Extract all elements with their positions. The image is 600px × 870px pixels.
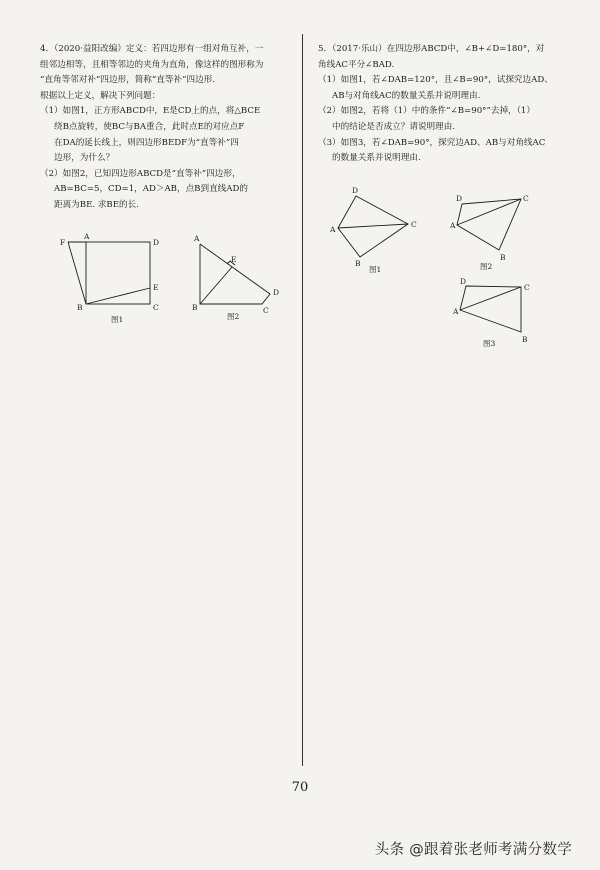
- fig1-label-f: F: [60, 238, 66, 247]
- p5fig1-label-b: B: [355, 259, 361, 268]
- problem-5-line: 5．（2017·乐山）在四边形ABCD中，∠B+∠D=180°，对: [318, 44, 545, 54]
- p5fig1-caption: 图1: [369, 265, 382, 274]
- problem-4-line: 绕B点旋转，使BC与BA重合，此时点E的对应点F: [54, 121, 245, 132]
- fig2-caption: 图2: [227, 312, 240, 321]
- page-number: 70: [291, 780, 309, 795]
- problem-5: [318, 42, 568, 167]
- problem-4-line: （2）如图2，已知四边形ABCD是“直等补”四边形，: [40, 168, 241, 179]
- problem-5-line: 角线AC平分∠BAD.: [318, 59, 395, 70]
- problem-4-line: 组邻边相等，且相等邻边的夹角为直角，像这样的图形称为: [40, 59, 264, 70]
- p5fig3-label-d: D: [460, 277, 467, 286]
- fig2-label-c: C: [263, 306, 269, 315]
- fig2-label-a: A: [194, 234, 200, 243]
- p5fig2-label-a: A: [450, 221, 456, 230]
- problem-4-line: （1）如图1，正方形ABCD中，E是CD上的点，将△BCE: [40, 106, 261, 117]
- fig2-label-b: B: [192, 303, 198, 312]
- figure-2-quad: [200, 244, 270, 304]
- fig1-label-c: C: [153, 303, 159, 312]
- fig2-label-e: E: [231, 255, 237, 264]
- fig2-label-d: D: [273, 288, 280, 297]
- p5fig1-label-d: D: [352, 186, 359, 195]
- p5fig1-label-a: A: [330, 225, 336, 234]
- problem-5-line: （1）如图1，若∠DAB=120°，且∠B=90°，试探究边AD、: [318, 75, 553, 86]
- fig1-label-e: E: [153, 283, 159, 292]
- figure-3-quad: [460, 286, 521, 332]
- p5fig2-label-c: C: [523, 194, 529, 203]
- p5fig2-caption: 图2: [480, 262, 493, 271]
- figure-2-quad: [457, 199, 521, 250]
- fig1-caption: 图1: [111, 315, 124, 324]
- problem-4-figures: [55, 230, 285, 330]
- fig1-label-a: A: [84, 232, 90, 241]
- problem-5-line: 中的结论是否成立？请说明理由.: [332, 121, 456, 132]
- fig1-label-b: B: [77, 303, 83, 312]
- p5fig2-label-d: D: [456, 194, 463, 203]
- problem-5-line: 的数量关系并说明理由.: [332, 153, 421, 164]
- watermark: 头条 @跟着张老师考满分数学: [374, 842, 572, 858]
- figure-1-kite: [338, 196, 408, 257]
- problem-4-line: AB=BC=5，CD=1，AD＞AB，点B到直线AD的: [54, 184, 248, 195]
- problem-4-line: 距离为BE. 求BE的长.: [54, 199, 139, 210]
- problem-5-line: （2）如图2，若将（1）中的条件“∠B=90°”去掉，（1）: [318, 106, 535, 117]
- problem-4-line: “直角等邻对补”四边形，简称“直等补”四边形.: [40, 75, 215, 86]
- figure-1-square: [68, 242, 150, 304]
- problem-5-line: AB与对角线AC的数量关系并说明理由.: [332, 90, 481, 101]
- problem-5-figures: [325, 182, 550, 352]
- fig1-label-d: D: [153, 238, 160, 247]
- p5fig3-caption: 图3: [483, 339, 496, 348]
- p5fig3-label-c: C: [524, 283, 530, 292]
- p5fig2-label-b: B: [500, 253, 506, 262]
- problem-4-line: 4．（2020·益阳改编）定义：若四边形有一组对角互补，一: [40, 44, 264, 54]
- p5fig1-label-c: C: [411, 220, 417, 229]
- problem-4: [40, 42, 286, 214]
- problem-4-line: 边形，为什么？: [54, 153, 115, 164]
- problem-4-line: 在DA的延长线上，则四边形BEDF为“直等补”四: [54, 137, 239, 148]
- p5fig3-label-a: A: [453, 307, 459, 316]
- problem-4-line: 根据以上定义，解决下列问题：: [40, 90, 161, 101]
- p5fig3-label-b: B: [522, 335, 528, 344]
- problem-5-line: （3）如图3，若∠DAB=90°，探究边AD、AB与对角线AC: [318, 137, 546, 148]
- column-divider: [302, 34, 303, 766]
